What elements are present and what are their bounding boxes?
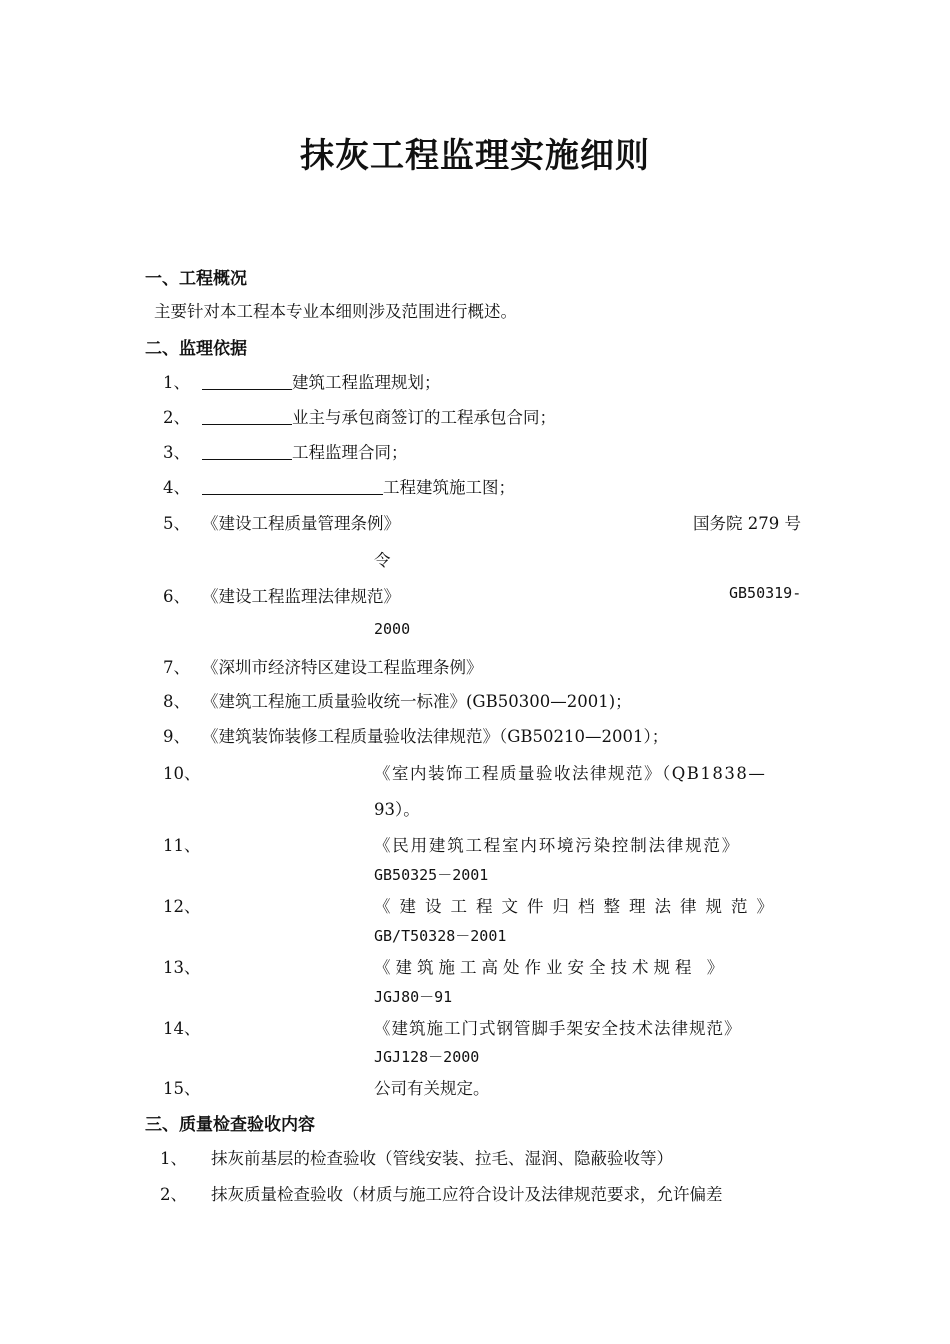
fill-in-blank [202,477,383,495]
list-item [202,474,515,498]
list-item-number: 1、 [163,373,190,392]
list-item-number: 9、 [163,727,190,746]
list-item-text: 建筑工程监理规划； [292,373,441,392]
list-item-text: 《深圳市经济特区建设工程监理条例》 [202,658,483,677]
list-item-number: 5、 [163,514,190,533]
list-item-number: 4、 [163,478,190,497]
list-item-text: 《建设工程质量管理条例》 [202,514,400,533]
list-item-number: 14、 [163,1019,201,1038]
section-2-heading: 二、监理依据 [145,339,247,359]
list-item-code: JGJ80－91 [374,988,453,1006]
list-item-text: 《建设工程文件归档整理法律规范》 [374,897,782,916]
list-item-number: 12、 [163,897,201,916]
list-item-text: 工程监理合同； [292,443,408,462]
list-item-text: 《室内装饰工程质量验收法律规范》（QB1838— [374,764,767,783]
list-item-number: 11、 [163,836,201,855]
list-item-text: 《建筑工程施工质量验收统一标准》(GB50300—2001)； [202,692,632,711]
list-item-number: 1、 [160,1149,187,1168]
list-item-text: 《建设工程监理法律规范》 [202,587,400,606]
list-item-text: 公司有关规定。 [374,1079,490,1098]
list-item-number: 15、 [163,1079,201,1098]
fill-in-blank [202,442,292,460]
list-item-number: 10、 [163,764,201,783]
list-item-number: 6、 [163,587,190,606]
section-3-heading: 三、质量检查验收内容 [145,1115,315,1135]
list-item [202,369,441,393]
list-item-reference: GB50319- [729,584,802,602]
section-1-heading: 一、工程概况 [145,269,247,289]
page-title: 抹灰工程监理实施细则 [300,136,650,176]
list-item-text-cont: 93）。 [374,800,420,819]
list-item-text: 抹灰前基层的检查验收（管线安装、拉毛、湿润、隐蔽验收等） [211,1149,673,1168]
list-item-code: GB/T50328－2001 [374,927,507,945]
list-item [202,439,408,463]
list-item-number: 7、 [163,658,190,677]
list-item-text: 《建筑施工高处作业安全技术规程 》 [374,958,729,977]
list-item-number: 2、 [163,408,190,427]
list-item [202,404,556,428]
list-item-reference-cont: 2000 [374,620,411,638]
list-item-text: 抹灰质量检查验收（材质与施工应符合设计及法律规范要求，允许偏差 [211,1185,723,1204]
list-item-code: JGJ128－2000 [374,1048,480,1066]
list-item-reference-cont: 令 [374,551,391,570]
list-item-number: 2、 [160,1185,187,1204]
list-item-text: 《建筑施工门式钢管脚手架安全技术法律规范》 [374,1019,742,1038]
list-item-text: 《民用建筑工程室内环境污染控制法律规范》 [374,836,740,855]
list-item-text: 业主与承包商签订的工程承包合同； [292,408,556,427]
list-item-number: 13、 [163,958,201,977]
list-item-text: 工程建筑施工图； [383,478,515,497]
list-item-code: GB50325－2001 [374,866,489,884]
list-item-number: 3、 [163,443,190,462]
fill-in-blank [202,407,292,425]
list-item-reference: 国务院 279 号 [693,514,801,533]
list-item-text: 《建筑装饰装修工程质量验收法律规范》（GB50210—2001）； [202,727,669,746]
list-item-number: 8、 [163,692,190,711]
section-1-body: 主要针对本工程本专业本细则涉及范围进行概述。 [154,302,517,321]
fill-in-blank [202,372,292,390]
